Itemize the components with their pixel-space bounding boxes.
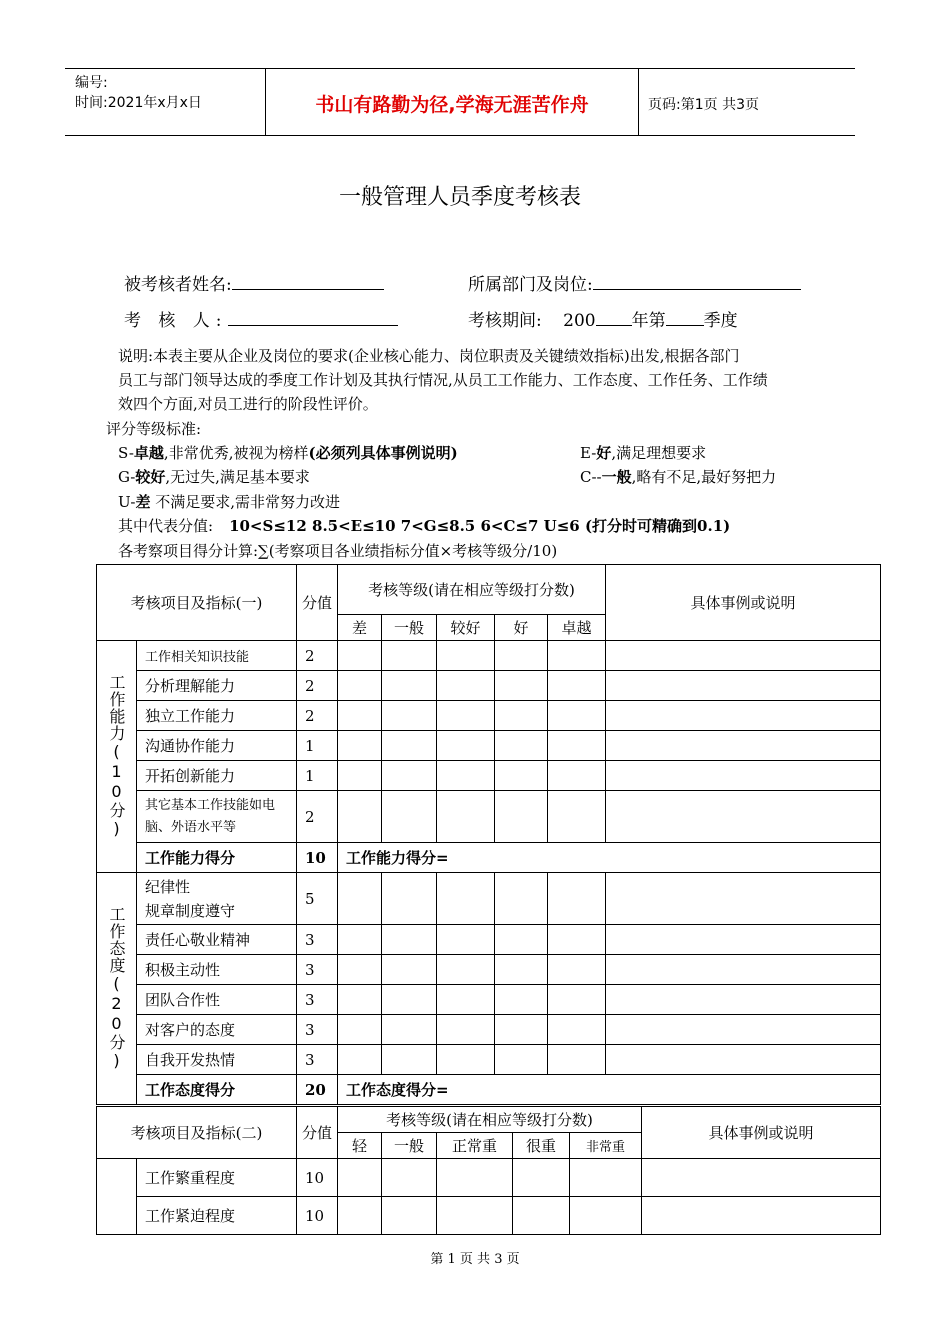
grade-cell[interactable] <box>437 671 495 701</box>
ability-total-score: 10 <box>297 843 338 873</box>
example-cell[interactable] <box>606 641 881 671</box>
dept-field-row <box>468 270 801 295</box>
table-row <box>97 791 881 843</box>
grade-cell[interactable] <box>338 985 382 1015</box>
example-cell[interactable] <box>606 985 881 1015</box>
grade-cell[interactable] <box>382 1045 437 1075</box>
col-example-header: 具体事例或说明 <box>606 565 881 641</box>
item-name: 团队合作性 <box>137 985 297 1015</box>
grade-cell[interactable] <box>437 1159 513 1197</box>
grade-cell[interactable] <box>382 671 437 701</box>
period-year: 200 <box>563 311 596 331</box>
col-grade-header: 考核等级(请在相应等级打分数) <box>338 565 606 615</box>
grade-cell[interactable] <box>382 925 437 955</box>
grade-cell[interactable] <box>495 873 548 925</box>
grade-cell[interactable] <box>548 1045 606 1075</box>
grade-cell[interactable] <box>382 641 437 671</box>
grade-cell[interactable] <box>437 873 495 925</box>
quarter-input-line[interactable] <box>666 308 704 326</box>
grade-cell[interactable] <box>548 701 606 731</box>
grade-cell[interactable] <box>437 701 495 731</box>
grade-header-cell: 一般 <box>382 615 437 641</box>
grade-cell[interactable] <box>495 701 548 731</box>
item-score: 3 <box>297 925 338 955</box>
page-title: 一般管理人员季度考核表 <box>338 185 581 210</box>
grade-s: S-卓越,非常优秀,被视为榜样(必须列具体事例说明) <box>118 444 458 462</box>
grade-cell[interactable] <box>495 1045 548 1075</box>
grade-cell[interactable] <box>548 791 606 843</box>
grade-cell[interactable] <box>495 985 548 1015</box>
grade-cell[interactable] <box>382 955 437 985</box>
grade-header-cell: 较好 <box>437 615 495 641</box>
grade-cell[interactable] <box>495 925 548 955</box>
header-divider-right <box>638 68 639 136</box>
grade-cell[interactable] <box>437 1015 495 1045</box>
grade-cell[interactable] <box>437 1197 513 1235</box>
example-cell[interactable] <box>606 701 881 731</box>
grade-cell[interactable] <box>382 1197 437 1235</box>
grade-cell[interactable] <box>338 671 382 701</box>
col-grade-header-2: 考核等级(请在相应等级打分数) <box>338 1107 642 1133</box>
item-name: 工作紧迫程度 <box>137 1197 297 1235</box>
dept-input-line[interactable] <box>593 272 801 290</box>
grade-cell[interactable] <box>437 641 495 671</box>
period-label: 考核期间: <box>468 311 542 331</box>
grade-cell[interactable] <box>437 761 495 791</box>
assessment-table-1 <box>96 564 881 1105</box>
example-cell[interactable] <box>606 1015 881 1045</box>
dept-label: 所属部门及岗位: <box>468 275 593 295</box>
grade-cell[interactable] <box>437 985 495 1015</box>
example-cell[interactable] <box>606 925 881 955</box>
score-formula: 各考察项目得分计算:∑(考察项目各业绩指标分值×考核等级分/10) <box>118 542 558 560</box>
table-row <box>97 761 881 791</box>
motto: 书山有路勤为径,学海无涯苦作舟 <box>315 94 589 116</box>
reviewer-field-row <box>124 306 398 331</box>
page-code: 页码:第1页 共3页 <box>648 97 759 113</box>
grade-cell[interactable] <box>548 925 606 955</box>
table-row <box>97 925 881 955</box>
number-label: 编号: <box>75 75 108 91</box>
col-item-header: 考核项目及指标(一) <box>97 565 297 641</box>
header-bottom-rule <box>65 135 855 136</box>
example-cell[interactable] <box>606 761 881 791</box>
grading-label: 评分等级标准: <box>106 420 202 438</box>
section-label-attitude: 工作态度(20分) <box>97 873 137 1105</box>
attitude-total-label: 工作态度得分 <box>137 1075 297 1105</box>
item-score: 2 <box>297 701 338 731</box>
example-cell[interactable] <box>606 1045 881 1075</box>
grade-cell[interactable] <box>495 791 548 843</box>
table-row <box>97 641 881 671</box>
grade-cell[interactable] <box>338 1045 382 1075</box>
item-score: 3 <box>297 1045 338 1075</box>
item-name: 工作相关知识技能 <box>137 641 297 671</box>
grade-header-cell: 卓越 <box>548 615 606 641</box>
grade-cell[interactable] <box>382 761 437 791</box>
grade-cell[interactable] <box>548 731 606 761</box>
grade-cell[interactable] <box>382 1015 437 1045</box>
grade-cell[interactable] <box>437 731 495 761</box>
item-name: 对客户的态度 <box>137 1015 297 1045</box>
grade-cell[interactable] <box>548 1015 606 1045</box>
grade-cell[interactable] <box>338 873 382 925</box>
grade-cell[interactable] <box>338 731 382 761</box>
score-values: 其中代表分值: 10<S≤12 8.5<E≤10 7<G≤8.5 6<C≤7 U≤6 (打分时可精确到0.1) <box>118 517 731 535</box>
period-mid: 年第 <box>631 311 666 331</box>
table-row <box>97 873 881 925</box>
grade-cell[interactable] <box>338 1197 382 1235</box>
item-name: 其它基本工作技能如电脑、外语水平等 <box>137 791 297 843</box>
item-score: 10 <box>297 1159 338 1197</box>
table-row <box>97 1015 881 1045</box>
grade-header-cell: 差 <box>338 615 382 641</box>
table-row <box>97 1197 881 1235</box>
name-field-row <box>124 270 384 295</box>
col-item-header-2: 考核项目及指标(二) <box>97 1107 297 1159</box>
grade-cell[interactable] <box>338 1015 382 1045</box>
item-name: 沟通协作能力 <box>137 731 297 761</box>
grade-cell[interactable] <box>437 1045 495 1075</box>
grade-cell[interactable] <box>513 1159 570 1197</box>
description-line-2: 员工与部门领导达成的季度工作计划及其执行情况,从员工工作能力、工作态度、工作任务、工作绩 <box>118 371 768 389</box>
reviewer-input-line[interactable] <box>228 308 398 326</box>
item-name: 自我开发热情 <box>137 1045 297 1075</box>
grade-cell[interactable] <box>495 761 548 791</box>
grade-cell[interactable] <box>338 955 382 985</box>
col-score-header: 分值 <box>297 565 338 641</box>
grade-cell[interactable] <box>338 761 382 791</box>
page-footer: 第 1 页 共 3 页 <box>430 1252 520 1267</box>
year-input-line[interactable] <box>596 308 632 326</box>
item-score: 3 <box>297 955 338 985</box>
grade-cell[interactable] <box>495 641 548 671</box>
grade-cell[interactable] <box>548 671 606 701</box>
period-end: 季度 <box>703 311 738 331</box>
item-name: 分析理解能力 <box>137 671 297 701</box>
attitude-total-score: 20 <box>297 1075 338 1105</box>
period-field-row <box>468 306 738 331</box>
grade-cell[interactable] <box>548 873 606 925</box>
attitude-total-row <box>97 1075 881 1105</box>
example-cell[interactable] <box>606 791 881 843</box>
grade-cell[interactable] <box>382 985 437 1015</box>
grade-cell[interactable] <box>437 925 495 955</box>
grade-cell[interactable] <box>437 791 495 843</box>
section-label-task <box>97 1159 137 1235</box>
example-cell[interactable] <box>606 873 881 925</box>
grade-cell[interactable] <box>338 701 382 731</box>
name-input-line[interactable] <box>232 272 384 290</box>
grade-cell[interactable] <box>495 671 548 701</box>
grade-c: C--一般,略有不足,最好努把力 <box>580 468 777 486</box>
grade-e: E-好,满足理想要求 <box>580 444 707 462</box>
grade-cell[interactable] <box>548 761 606 791</box>
table-row <box>97 1045 881 1075</box>
grade-cell[interactable] <box>338 925 382 955</box>
description-line-1: 说明:本表主要从企业及岗位的要求(企业核心能力、岗位职责及关键绩效指标)出发,根据各部门 <box>118 347 740 365</box>
table-row <box>97 985 881 1015</box>
grade-header-cell: 正常重 <box>437 1133 513 1159</box>
grade-cell[interactable] <box>382 1159 437 1197</box>
col-example-header-2: 具体事例或说明 <box>642 1107 881 1159</box>
grade-cell[interactable] <box>382 731 437 761</box>
item-score: 10 <box>297 1197 338 1235</box>
example-cell[interactable] <box>642 1159 881 1197</box>
grade-cell[interactable] <box>495 731 548 761</box>
item-name: 积极主动性 <box>137 955 297 985</box>
grade-cell[interactable] <box>495 1015 548 1045</box>
attitude-result[interactable]: 工作态度得分= <box>338 1075 881 1105</box>
item-score: 1 <box>297 761 338 791</box>
table-row <box>97 955 881 985</box>
grade-cell[interactable] <box>570 1197 642 1235</box>
header-top-rule <box>65 68 855 69</box>
grade-cell[interactable] <box>513 1197 570 1235</box>
grade-header-cell: 好 <box>495 615 548 641</box>
time-label: 时间:2021年x月x日 <box>75 95 202 111</box>
item-name: 责任心敬业精神 <box>137 925 297 955</box>
grade-cell[interactable] <box>548 985 606 1015</box>
grade-cell[interactable] <box>382 873 437 925</box>
reviewer-label: 考 核 人: <box>124 311 228 331</box>
grade-cell[interactable] <box>338 791 382 843</box>
grade-cell[interactable] <box>548 955 606 985</box>
table-row <box>97 671 881 701</box>
item-score: 2 <box>297 671 338 701</box>
item-score: 2 <box>297 641 338 671</box>
grade-header-cell: 很重 <box>513 1133 570 1159</box>
example-cell[interactable] <box>606 731 881 761</box>
table-row <box>97 701 881 731</box>
ability-total-label: 工作能力得分 <box>137 843 297 873</box>
grade-header-cell: 非常重 <box>570 1133 642 1159</box>
ability-total-row <box>97 843 881 873</box>
item-score: 1 <box>297 731 338 761</box>
section-label-ability: 工作能力(10分) <box>97 641 137 873</box>
grade-cell[interactable] <box>437 955 495 985</box>
grade-cell[interactable] <box>548 641 606 671</box>
table-row <box>97 731 881 761</box>
grade-cell[interactable] <box>338 1159 382 1197</box>
item-name: 纪律性 规章制度遵守 <box>137 873 297 925</box>
assessment-table-2 <box>96 1106 881 1235</box>
example-cell[interactable] <box>606 955 881 985</box>
item-name: 开拓创新能力 <box>137 761 297 791</box>
grade-cell[interactable] <box>338 641 382 671</box>
table-row <box>97 1159 881 1197</box>
item-score: 5 <box>297 873 338 925</box>
grade-u: U-差 不满足要求,需非常努力改进 <box>118 493 341 511</box>
description-line-3: 效四个方面,对员工进行的阶段性评价。 <box>118 395 378 413</box>
grade-cell[interactable] <box>382 701 437 731</box>
item-score: 3 <box>297 985 338 1015</box>
ability-result[interactable]: 工作能力得分= <box>338 843 881 873</box>
grade-cell[interactable] <box>382 791 437 843</box>
grade-header-cell: 一般 <box>382 1133 437 1159</box>
example-cell[interactable] <box>642 1197 881 1235</box>
name-label: 被考核者姓名: <box>124 275 232 295</box>
example-cell[interactable] <box>606 671 881 701</box>
grade-cell[interactable] <box>495 955 548 985</box>
col-score-header-2: 分值 <box>297 1107 338 1159</box>
item-score: 3 <box>297 1015 338 1045</box>
item-name: 独立工作能力 <box>137 701 297 731</box>
grade-header-cell: 轻 <box>338 1133 382 1159</box>
item-name: 工作繁重程度 <box>137 1159 297 1197</box>
item-score: 2 <box>297 791 338 843</box>
grade-cell[interactable] <box>570 1159 642 1197</box>
grade-g: G-较好,无过失,满足基本要求 <box>118 468 310 486</box>
